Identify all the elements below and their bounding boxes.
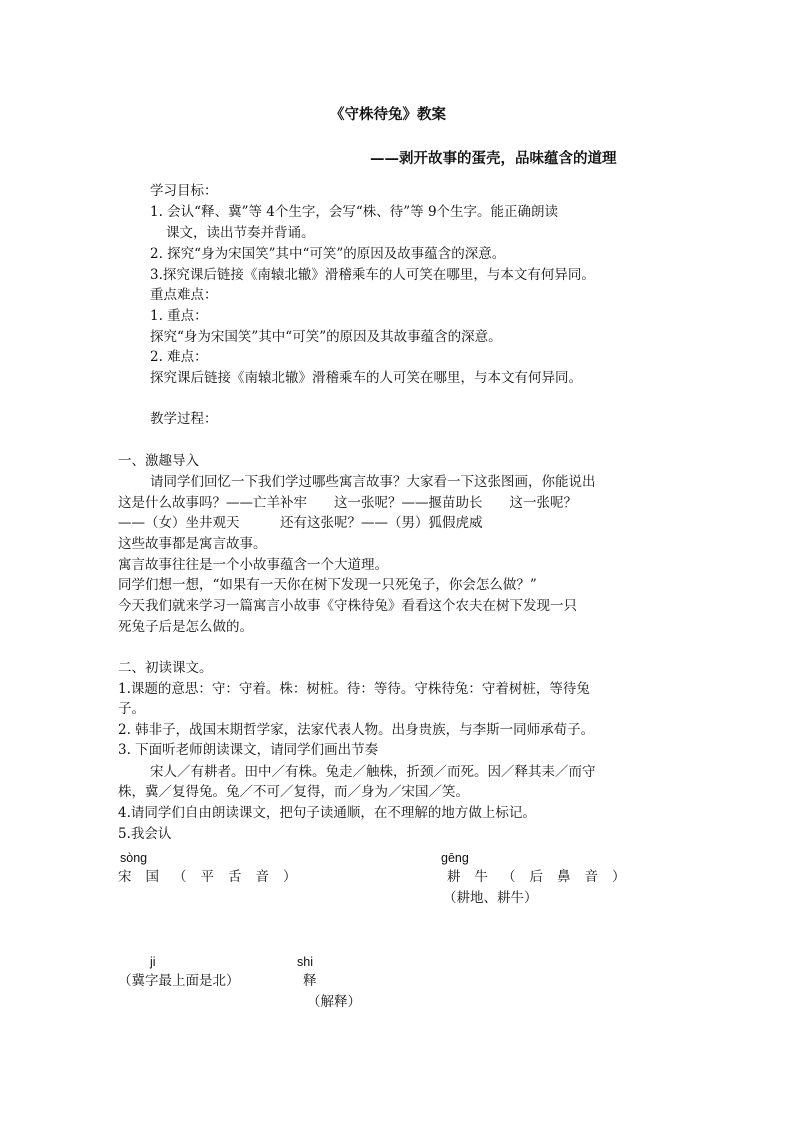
- ji-pinyin: ji: [150, 955, 156, 969]
- goal-item-1-line-2: 课文，读出节奏并背诵。: [166, 225, 315, 241]
- key-text: 探究“身为宋国笑”其中“可笑”的原因及其故事蕴含的深意。: [150, 329, 502, 345]
- goal-item-3: 3.探究课后链接《南辕北辙》滑稽乘车的人可笑在哪里，与本文有何异同。: [150, 267, 595, 283]
- section-1-heading: 一、激趣导入: [118, 453, 199, 469]
- section-2-item-3: 3. 下面听老师朗读课文，请同学们画出节奏: [118, 742, 379, 758]
- shi-pinyin: shi: [297, 955, 313, 969]
- section-2-item-1-line-2: 子。: [118, 701, 145, 717]
- shi-character: 释: [303, 973, 317, 989]
- key-points-heading: 重点难点：: [150, 287, 218, 303]
- shi-note: （解释）: [307, 994, 361, 1010]
- goal-item-1-line-1: 1. 会认“释、冀”等 4个生字，会写“株、待”等 9个生字。能正确朗读: [150, 204, 559, 220]
- difficulty-label: 2. 难点：: [150, 349, 208, 365]
- section-1-paragraph-1-line-1: 请同学们回忆一下我们学过哪些寓言故事？大家看一下这张图画，你能说出: [150, 474, 596, 490]
- section-1-paragraph-1-line-2: 这是什么故事吗？——亡羊补牢 这一张呢？——揠苗助长 这一张呢？: [118, 495, 577, 511]
- difficulty-text: 探究课后链接《南辕北辙》滑稽乘车的人可笑在哪里，与本文有何异同。: [150, 370, 582, 386]
- section-1-paragraph-4: 同学们想一想，“如果有一天你在树下发现一只死兔子，你会怎么做？”: [118, 577, 537, 593]
- geng-note: （耕地、耕牛）: [443, 890, 538, 906]
- song-pinyin: sòng: [120, 851, 148, 865]
- geng-pinyin: gēng: [441, 851, 469, 865]
- section-1-paragraph-3: 寓言故事往往是一个小故事蕴含一个大道理。: [118, 557, 388, 573]
- key-label: 1. 重点：: [150, 308, 208, 324]
- section-2-item-5: 5.我会认: [118, 826, 172, 842]
- section-2-heading: 二、初读课文。: [118, 660, 213, 676]
- goal-item-2: 2. 探究“身为宋国笑”其中“可笑”的原因及故事蕴含的深意。: [150, 246, 506, 262]
- classical-text-line-1: 宋人／有耕者。田中／有株。兔走／触株，折颈／而死。因／释其耒／而守: [150, 764, 596, 780]
- song-word: 宋国（平舌音）: [118, 869, 311, 885]
- geng-word: 耕牛（后鼻音）: [447, 869, 640, 885]
- section-1-paragraph-2: 这些故事都是寓言故事。: [118, 536, 267, 552]
- process-heading: 教学过程：: [150, 411, 218, 427]
- section-2-item-2: 2. 韩非子，战国末期哲学家，法家代表人物。出身贵族，与李斯一同师承荀子。: [118, 722, 595, 738]
- section-1-paragraph-5-line-2: 死兔子后是怎么做的。: [118, 619, 253, 635]
- ji-note: （冀字最上面是北）: [118, 973, 240, 989]
- section-1-paragraph-5-line-1: 今天我们就来学习一篇寓言小故事《守株待兔》看看这个农夫在树下发现一只: [118, 598, 577, 614]
- section-1-paragraph-1-line-3: ——（女）坐井观天 还有这张呢？——（男）狐假虎威: [118, 515, 483, 531]
- goals-heading: 学习目标：: [150, 183, 218, 199]
- section-2-item-4: 4.请同学们自由朗读课文，把句子读通顺，在不理解的地方做上标记。: [118, 805, 536, 821]
- page-subtitle: ——剥开故事的蛋壳，品味蕴含的道理: [370, 150, 617, 167]
- section-2-item-1-line-1: 1.课题的意思：守：守着。株：树桩。待：等待。守株待兔：守着树桩，等待兔: [118, 681, 590, 697]
- classical-text-line-2: 株，冀／复得兔。兔／不可／复得，而／身为／宋国／笑。: [118, 784, 469, 800]
- page-title: 《守株待兔》教案: [330, 106, 446, 123]
